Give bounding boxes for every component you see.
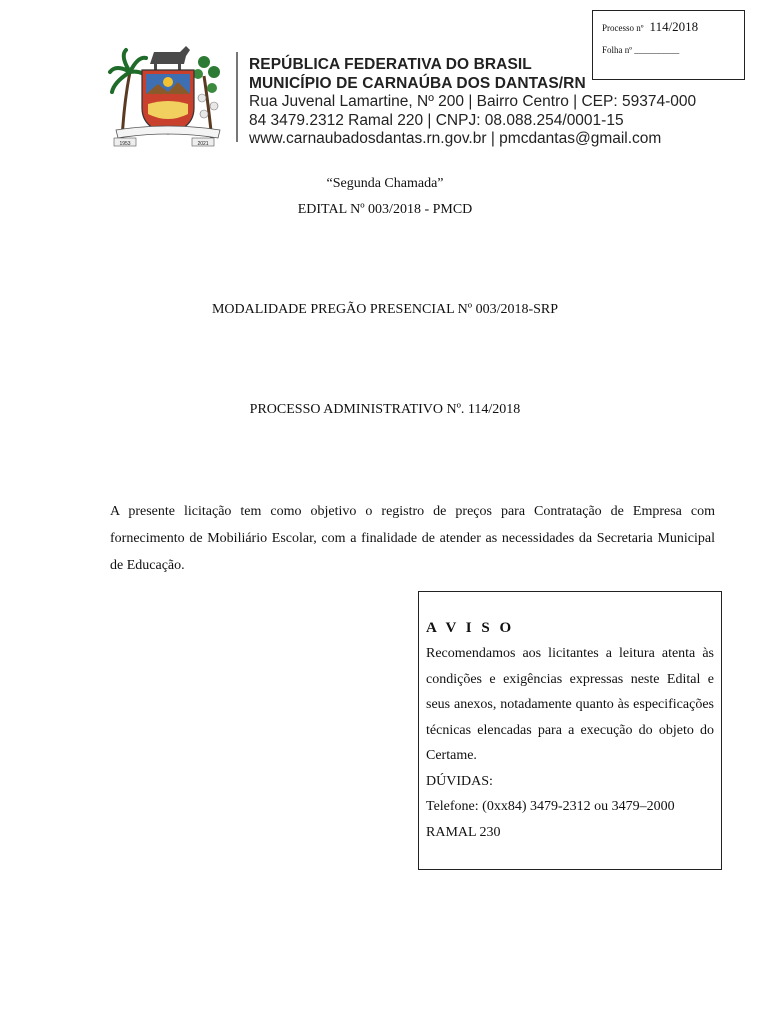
notice-body: Recomendamos aos licitantes a leitura atenta às condições e exigências expressas neste Edital e seus anexos, notadamente quanto às especificações técnicas elencadas para a execução do objeto do Certame. xyxy=(426,646,714,763)
administrative-process-line: PROCESSO ADMINISTRATIVO Nº. 114/2018 xyxy=(249,402,521,417)
letterhead-text xyxy=(249,55,696,149)
notice-phone: Telefone: (0xx84) 3479-2312 ou 3479–2000 xyxy=(426,799,675,814)
objective-paragraph: A presente licitação tem como objetivo o registro de preços para Contratação de Empresa com fornecimento de Mobiliário Escolar, com a finalidade de atender as necessidades da Secretaria Municipal de Educação. xyxy=(110,504,715,573)
sheet-number-label: Folha nº __________ xyxy=(602,45,680,55)
crest-year-right: 2021 xyxy=(197,141,209,147)
municipality-title: MUNICÍPIO DE CARNAÚBA DOS DANTAS/RN xyxy=(249,75,586,92)
notice-extension: RAMAL 230 xyxy=(426,824,501,840)
header-divider xyxy=(236,52,238,142)
address-line: Rua Juvenal Lamartine, Nº 200 | Bairro Centro | CEP: 59374-000 xyxy=(249,93,697,110)
municipal-coat-of-arms-icon xyxy=(108,42,226,148)
letterhead xyxy=(108,42,708,150)
modality-line: MODALIDADE PREGÃO PRESENCIAL Nº 003/2018-SRP xyxy=(211,302,559,317)
process-number: 114/2018 xyxy=(649,19,699,34)
notice-title: A V I S O xyxy=(426,620,515,636)
crest-year-left: 1953 xyxy=(119,141,131,147)
process-label: Processo nº xyxy=(602,23,644,33)
call-title: “Segunda Chamada” xyxy=(326,176,444,191)
notice-box xyxy=(418,591,722,870)
doubts-label: DÚVIDAS: xyxy=(426,773,493,789)
phone-cnpj-line: 84 3479.2312 Ramal 220 | CNPJ: 08.088.254/0001-15 xyxy=(249,111,624,129)
web-email-line: www.carnaubadosdantas.rn.gov.br | pmcdantas@gmail.com xyxy=(249,130,662,147)
republic-title: REPÚBLICA FEDERATIVA DO BRASIL xyxy=(249,56,532,73)
edital-number: EDITAL Nº 003/2018 - PMCD xyxy=(297,202,473,217)
